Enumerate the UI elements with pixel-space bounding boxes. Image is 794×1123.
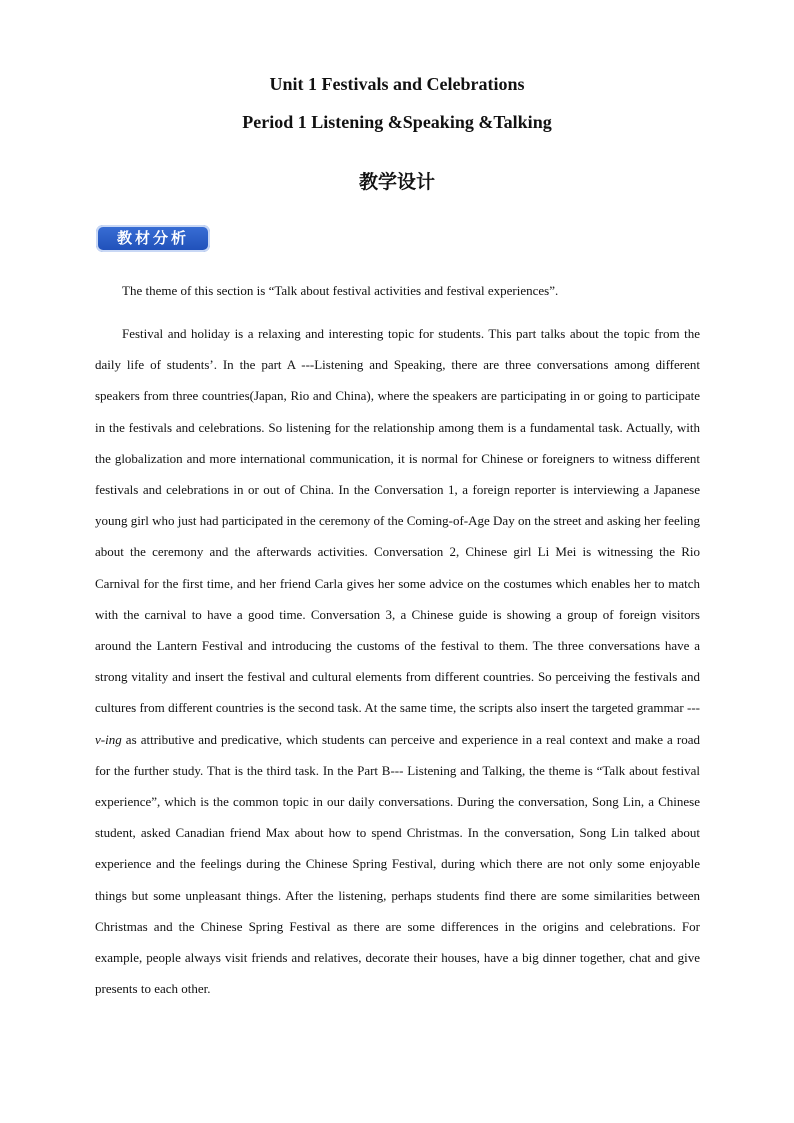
analysis-paragraph bbox=[95, 318, 700, 1004]
analysis-text-part2: as attributive and predicative, which students can perceive and experience in a real context and make a road for the further study. That is the third task. In the Part B--- Listening and Talking, the theme is “Talk about festival experience”, which is the common topic in our daily conversations. During the conversation, Song Lin, a Chinese student, asked Canadian friend Max about how to spend Christmas. In the conversation, Song Lin talked about experience and the feelings during the Chinese Spring Festival, during which there are not only some enjoyable things but some unpleasant things. After the listening, perhaps students find there are some similarities between Christmas and the Chinese Spring Festival as there are some differences in the origins and celebrations. For example, people always visit friends and relatives, decorate their houses, have a big dinner together, chat and give presents to each other. bbox=[95, 731, 700, 997]
document-type-title: 教学设计 bbox=[358, 171, 435, 193]
analysis-text-part1: Festival and holiday is a relaxing and interesting topic for students. This part talks about the topic from the daily life of students’. In the part A ---Listening and Speaking, there are three conversations among different speakers from three countries(Japan, Rio and China), where the speakers are participating in or going to participate in the festivals and celebrations. So listening for the relationship among them is a fundamental task. Actually, with the globalization and more international communication, it is normal for Chinese or foreigners to witness different festivals and celebrations in or out of China. In the Conversation 1, a foreign reporter is interviewing a Japanese young girl who just had participated in the ceremony of the Coming-of-Age Day on the street and asking her feeling about the ceremony and the afterwards activities. Conversation 2, Chinese girl Li Mei is witnessing the Rio Carnival for the first time, and her friend Carla gives her some advice on the costumes which enables her to match with the carnival to have a good time. Conversation 3, a Chinese guide is showing a group of foreign visitors around the Lantern Festival and introducing the customs of the festival to them. The three conversations have a strong vitality and insert the festival and cultural elements from different countries. So perceiving the festivals and cultures from different countries is the second task. At the same time, the scripts also insert the targeted grammar --- bbox=[95, 326, 700, 716]
period-title: Period 1 Listening &Speaking &Talking bbox=[242, 112, 552, 132]
theme-paragraph: The theme of this section is “Talk about festival activities and festival experiences”. bbox=[122, 283, 559, 298]
section-badge-textbook-analysis: 教材分析 bbox=[96, 225, 210, 252]
grammar-term: v-ing bbox=[95, 731, 122, 747]
unit-title: Unit 1 Festivals and Celebrations bbox=[269, 74, 525, 94]
